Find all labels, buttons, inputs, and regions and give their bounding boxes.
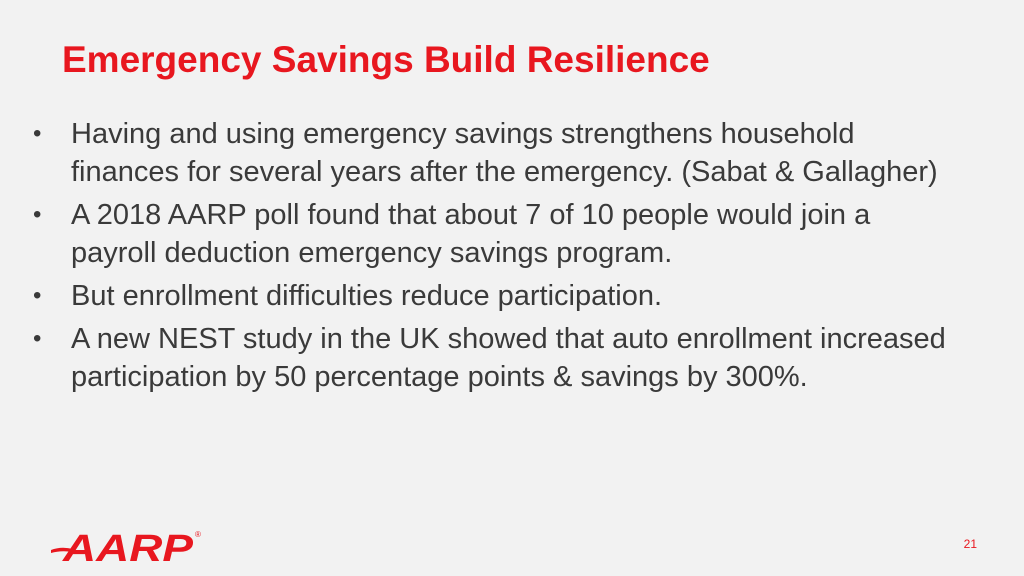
bullet-marker: • [33, 282, 42, 309]
page-number: 21 [963, 537, 977, 551]
bullet-text: A 2018 AARP poll found that about 7 of 10 people would join a payroll deduction emergency savings program. [71, 199, 871, 269]
bullet-list [28, 115, 958, 401]
bullet-marker: • [33, 201, 42, 228]
bullet-item [28, 320, 958, 396]
logo-trademark: ® [195, 530, 201, 539]
bullet-text: Having and using emergency savings strengthens household finances for several years after the emergency. (Sabat & Gallagher) [71, 118, 938, 188]
bullet-item [28, 196, 958, 272]
bullet-marker: • [33, 325, 42, 352]
bullet-text: But enrollment difficulties reduce participation. [71, 280, 663, 312]
slide-title: Emergency Savings Build Resilience [62, 39, 710, 80]
bullet-marker: • [33, 120, 42, 147]
bullet-text: A new NEST study in the UK showed that auto enrollment increased participation by 50 percentage points & savings by 300%. [71, 323, 946, 393]
bullet-item [28, 277, 958, 315]
aarp-logo-icon [49, 524, 205, 564]
logo-wordmark: AARP [61, 528, 194, 564]
bullet-item [28, 115, 958, 191]
